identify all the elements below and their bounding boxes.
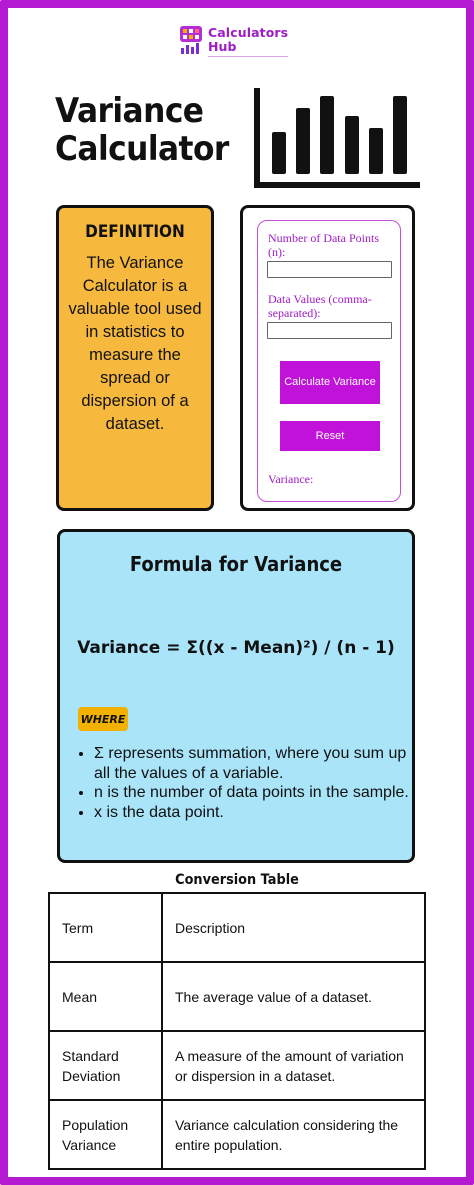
- table-cell-term: Population Variance: [49, 1100, 162, 1169]
- brand-name: [208, 26, 288, 54]
- variance-result-label: Variance:: [268, 472, 314, 486]
- data-points-input[interactable]: [267, 261, 392, 278]
- brand-name-line2: Hub: [208, 39, 237, 54]
- definition-title: DEFINITION: [85, 222, 185, 242]
- calculator-logo-icon: [178, 24, 204, 56]
- page-title-line2: Calculator: [55, 129, 229, 169]
- brand-underline: [208, 56, 288, 57]
- where-item-x: • x is the data point.: [94, 803, 412, 823]
- data-points-label: Number of Data Points (n):: [268, 231, 379, 259]
- bar-chart-icon: [252, 86, 422, 190]
- data-values-input[interactable]: [267, 322, 392, 339]
- definition-text: The Variance Calculator is a valuable tool used in statistics to measure the spread or dispersion of a dataset.: [68, 254, 202, 433]
- page-title-line1: Variance: [55, 91, 204, 131]
- calculator-card: [240, 205, 415, 511]
- table-cell-description: A measure of the amount of variation or dispersion in a dataset.: [162, 1031, 425, 1100]
- table-cell-description: Variance calculation considering the entire population.: [162, 1100, 425, 1169]
- brand-logo[interactable]: [178, 24, 298, 62]
- where-badge: WHERE: [78, 707, 128, 731]
- where-list: [94, 744, 412, 822]
- table-cell-term: Mean: [49, 962, 162, 1031]
- formula-title: Formula for Variance: [129, 552, 343, 576]
- where-item-n: • n is the number of data points in the sample.: [94, 783, 412, 803]
- where-item-sigma: • Σ represents summation, where you sum up all the values of a variable.: [94, 744, 412, 783]
- calculator-form: [257, 220, 401, 502]
- table-cell-description: The average value of a dataset.: [162, 962, 425, 1031]
- table-cell-term: Standard Deviation: [49, 1031, 162, 1100]
- page-title: [55, 92, 229, 168]
- definition-card: [56, 205, 214, 511]
- formula-card: [57, 529, 415, 863]
- brand-name-line1: Calculators: [208, 25, 289, 40]
- table-cell-term: Term: [49, 893, 162, 962]
- calculate-variance-button[interactable]: Calculate Variance: [280, 361, 380, 404]
- table-row: [49, 1100, 425, 1169]
- table-row: [49, 1031, 425, 1100]
- table-row: [49, 962, 425, 1031]
- data-values-label: Data Values (comma-separated):: [268, 292, 372, 320]
- conversion-table: [48, 892, 426, 1170]
- reset-button[interactable]: Reset: [280, 421, 380, 451]
- table-cell-description: Description: [162, 893, 425, 962]
- table-title: Conversion Table: [175, 872, 299, 888]
- table-row: [49, 893, 425, 962]
- formula-equation: Variance = Σ((x - Mean)²) / (n - 1): [77, 638, 395, 658]
